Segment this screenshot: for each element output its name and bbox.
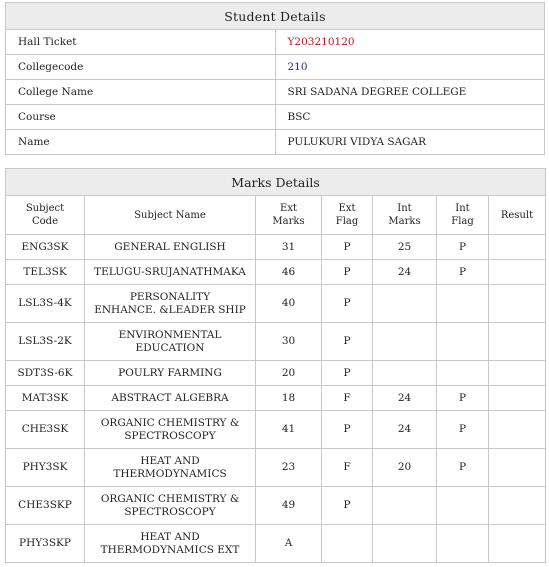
ext-flag-cell: F — [322, 449, 373, 487]
int-flag-cell: P — [437, 411, 489, 449]
course-label: Course — [6, 105, 276, 130]
ext-marks-header: Ext Marks — [256, 196, 322, 235]
ext-marks-cell: 41 — [256, 411, 322, 449]
ext-marks-cell: 31 — [256, 235, 322, 260]
int-flag-cell — [437, 285, 489, 323]
subject-code-cell: MAT3SK — [6, 386, 85, 411]
subject-code-cell: CHE3SKP — [6, 487, 85, 525]
table-row — [6, 260, 546, 285]
ext-flag-cell: P — [322, 260, 373, 285]
int-marks-cell — [373, 361, 437, 386]
ext-marks-cell: 20 — [256, 361, 322, 386]
ext-flag-cell: P — [322, 285, 373, 323]
subject-name-line: ORGANIC CHEMISTRY & — [100, 416, 240, 429]
int-flag-cell: P — [437, 386, 489, 411]
result-cell — [489, 235, 546, 260]
ext-flag-cell: P — [322, 235, 373, 260]
ext-marks-cell: 40 — [256, 285, 322, 323]
int-marks-cell: 24 — [373, 260, 437, 285]
subject-code-header: Subject Code — [6, 196, 85, 235]
result-cell — [489, 411, 546, 449]
result-cell — [489, 487, 546, 525]
result-cell — [489, 361, 546, 386]
table-row — [6, 525, 546, 563]
subject-name-line: SPECTROSCOPY — [124, 505, 216, 518]
marks-header-row — [6, 196, 546, 235]
hall-ticket-label: Hall Ticket — [6, 30, 276, 55]
ext-flag-cell — [322, 525, 373, 563]
college-code-value: 210 — [275, 55, 545, 80]
subject-code-cell: LSL3S-2K — [6, 323, 85, 361]
subject-name-line: ENVIRONMENTAL — [118, 328, 222, 341]
course-value: BSC — [275, 105, 545, 130]
subject-name-cell — [85, 386, 256, 411]
ext-flag-cell: P — [322, 411, 373, 449]
result-header: Result — [489, 196, 546, 235]
subject-name-line: ENHANCE. &LEADER SHIP — [94, 303, 246, 316]
int-flag-cell — [437, 323, 489, 361]
result-cell — [489, 323, 546, 361]
result-cell — [489, 386, 546, 411]
result-cell — [489, 449, 546, 487]
subject-name-cell — [85, 235, 256, 260]
int-flag-cell: P — [437, 235, 489, 260]
int-marks-cell — [373, 323, 437, 361]
subject-name-cell — [85, 487, 256, 525]
subject-code-cell: ENG3SK — [6, 235, 85, 260]
int-flag-cell — [437, 361, 489, 386]
subject-name-line: THERMODYNAMICS — [113, 467, 227, 480]
subject-name-line: THERMODYNAMICS EXT — [100, 543, 240, 556]
ext-flag-header: Ext Flag — [322, 196, 373, 235]
int-marks-cell: 24 — [373, 386, 437, 411]
int-marks-cell: 25 — [373, 235, 437, 260]
table-row — [6, 285, 546, 323]
subject-code-cell: LSL3S-4K — [6, 285, 85, 323]
subject-name-cell — [85, 411, 256, 449]
subject-name-line: HEAT AND — [140, 530, 200, 543]
int-flag-cell: P — [437, 260, 489, 285]
subject-name-line: POULRY FARMING — [118, 366, 222, 379]
subject-name-cell — [85, 260, 256, 285]
subject-code-cell: PHY3SKP — [6, 525, 85, 563]
student-row-college-name — [6, 80, 545, 105]
subject-name-line: GENERAL ENGLISH — [114, 240, 226, 253]
int-flag-cell: P — [437, 449, 489, 487]
student-row-course — [6, 105, 545, 130]
int-marks-cell — [373, 487, 437, 525]
table-row — [6, 361, 546, 386]
int-marks-cell: 24 — [373, 411, 437, 449]
ext-marks-cell: A — [256, 525, 322, 563]
subject-name-line: PERSONALITY — [129, 290, 211, 303]
ext-flag-cell: P — [322, 487, 373, 525]
table-row — [6, 323, 546, 361]
result-cell — [489, 525, 546, 563]
ext-flag-cell: P — [322, 323, 373, 361]
subject-code-cell: TEL3SK — [6, 260, 85, 285]
subject-name-line: SPECTROSCOPY — [124, 429, 216, 442]
table-row — [6, 411, 546, 449]
subject-name-line: HEAT AND — [140, 454, 200, 467]
ext-flag-cell: P — [322, 361, 373, 386]
student-details-table — [5, 2, 545, 155]
ext-marks-cell: 30 — [256, 323, 322, 361]
student-row-name — [6, 130, 545, 155]
result-cell — [489, 260, 546, 285]
college-code-label: Collegecode — [6, 55, 276, 80]
result-cell — [489, 285, 546, 323]
ext-marks-cell: 49 — [256, 487, 322, 525]
marks-details-table — [5, 168, 546, 563]
subject-name-line: EDUCATION — [135, 341, 205, 354]
table-row — [6, 235, 546, 260]
subject-name-line: TELUGU-SRUJANATHMAKA — [94, 265, 246, 278]
table-row — [6, 449, 546, 487]
subject-code-cell: CHE3SK — [6, 411, 85, 449]
subject-name-line: ORGANIC CHEMISTRY & — [100, 492, 240, 505]
ext-marks-cell: 46 — [256, 260, 322, 285]
student-row-hall-ticket — [6, 30, 545, 55]
int-flag-header: Int Flag — [437, 196, 489, 235]
int-flag-cell — [437, 487, 489, 525]
name-value: PULUKURI VIDYA SAGAR — [275, 130, 545, 155]
name-label: Name — [6, 130, 276, 155]
int-marks-cell — [373, 285, 437, 323]
table-row — [6, 386, 546, 411]
subject-name-line: ABSTRACT ALGEBRA — [111, 391, 229, 404]
subject-name-cell — [85, 323, 256, 361]
college-name-value: SRI SADANA DEGREE COLLEGE — [275, 80, 545, 105]
subject-name-cell — [85, 361, 256, 386]
subject-name-header: Subject Name — [85, 196, 256, 235]
college-name-label: College Name — [6, 80, 276, 105]
int-marks-cell: 20 — [373, 449, 437, 487]
marks-table-body — [6, 235, 546, 563]
subject-name-cell — [85, 525, 256, 563]
subject-code-cell: PHY3SK — [6, 449, 85, 487]
int-marks-cell — [373, 525, 437, 563]
table-row — [6, 487, 546, 525]
ext-marks-cell: 23 — [256, 449, 322, 487]
marks-details-title: Marks Details — [6, 169, 546, 196]
ext-flag-cell: F — [322, 386, 373, 411]
ext-marks-cell: 18 — [256, 386, 322, 411]
int-flag-cell — [437, 525, 489, 563]
subject-code-cell: SDT3S-6K — [6, 361, 85, 386]
subject-name-cell — [85, 285, 256, 323]
int-marks-header: Int Marks — [373, 196, 437, 235]
student-row-college-code — [6, 55, 545, 80]
student-details-title: Student Details — [6, 3, 545, 30]
hall-ticket-value: Y203210120 — [275, 30, 545, 55]
subject-name-cell — [85, 449, 256, 487]
